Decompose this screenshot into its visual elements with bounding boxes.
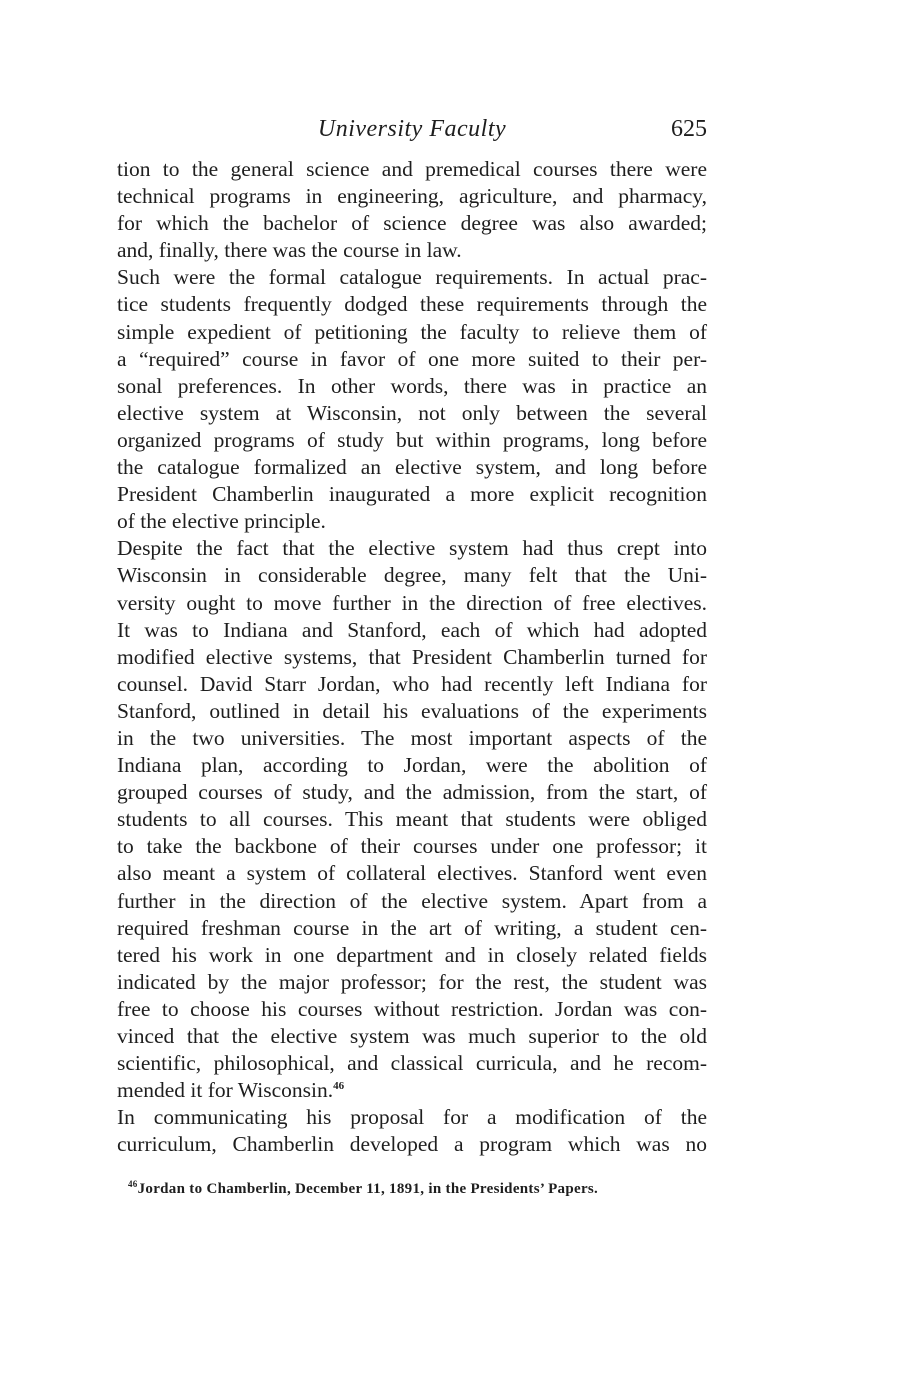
- paragraph: [117, 1104, 707, 1158]
- text-line: also meant a system of collateral electives. Stanford went even: [117, 861, 707, 886]
- text-line: In communicating his proposal for a modification of the: [117, 1105, 707, 1130]
- text-line: modified elective systems, that President Chamberlin turned for: [117, 644, 707, 669]
- text-line: organized programs of study but within programs, long before: [117, 427, 707, 452]
- text-line: technical programs in engineering, agriculture, and pharmacy,: [117, 184, 707, 209]
- text-line: versity ought to move further in the direction of free electives.: [117, 590, 707, 615]
- running-head-title: University Faculty: [317, 116, 507, 142]
- paragraph: [117, 156, 707, 264]
- text-line: indicated by the major professor; for the rest, the student was: [117, 969, 707, 994]
- text-line: tion to the general science and premedical courses there were: [117, 157, 707, 181]
- text-line: Such were the formal catalogue requirements. In actual prac-: [117, 265, 707, 290]
- paragraph: [117, 264, 707, 535]
- text-line: the catalogue formalized an elective system, and long before: [117, 455, 707, 480]
- text-line: simple expedient of petitioning the faculty to relieve them of: [117, 319, 707, 344]
- text-line: grouped courses of study, and the admission, from the start, of: [117, 780, 707, 805]
- text-line: for which the bachelor of science degree was also awarded;: [117, 211, 707, 236]
- text-line: in the two universities. The most important aspects of the: [117, 725, 707, 750]
- footnote-marker: 46: [128, 1179, 138, 1189]
- body-text: [117, 156, 707, 1158]
- text-line: Indiana plan, according to Jordan, were the abolition of: [117, 753, 707, 778]
- text-line: scientific, philosophical, and classical curricula, and he recom-: [117, 1051, 707, 1076]
- text-line: elective system at Wisconsin, not only between the several: [117, 400, 707, 425]
- text-line: further in the direction of the elective system. Apart from a: [117, 888, 707, 913]
- footnote: [128, 1181, 598, 1198]
- text-line: of the elective principle.: [117, 509, 326, 534]
- text-line: students to all courses. This meant that students were obliged: [117, 807, 707, 832]
- page-number: 625: [671, 116, 707, 142]
- text-line: Despite the fact that the elective system had thus crept into: [117, 536, 707, 561]
- text-line: Wisconsin in considerable degree, many felt that the Uni-: [117, 563, 707, 588]
- text-line: tice students frequently dodged these requirements through the: [117, 292, 707, 317]
- text-line: to take the backbone of their courses under one professor; it: [117, 834, 707, 859]
- text-line: mended it for Wisconsin.: [117, 1078, 334, 1103]
- text-line: sonal preferences. In other words, there was in practice an: [117, 373, 707, 398]
- text-line: curriculum, Chamberlin developed a program which was no: [117, 1132, 707, 1157]
- text-line: a “required” course in favor of one more suited to their per-: [117, 346, 707, 371]
- text-line: President Chamberlin inaugurated a more explicit recognition: [117, 482, 707, 507]
- text-line: It was to Indiana and Stanford, each of which had adopted: [117, 617, 707, 642]
- footnote-text: Jordan to Chamberlin, December 11, 1891, in the Presidents’ Papers.: [137, 1181, 599, 1197]
- paragraph: [117, 535, 707, 1104]
- footnote-reference: 46: [333, 1080, 345, 1093]
- text-line: vinced that the elective system was much superior to the old: [117, 1024, 707, 1048]
- text-line: Stanford, outlined in detail his evaluations of the experiments: [117, 698, 707, 723]
- text-line: and, finally, there was the course in law.: [117, 238, 462, 263]
- text-line-with-footnote: [117, 1077, 707, 1104]
- text-line: required freshman course in the art of writing, a student cen-: [117, 915, 707, 940]
- running-head: [117, 108, 707, 156]
- text-line: free to choose his courses without restriction. Jordan was con-: [117, 996, 707, 1021]
- text-line: counsel. David Starr Jordan, who had recently left Indiana for: [117, 671, 707, 696]
- page: [117, 108, 707, 1158]
- text-line: tered his work in one department and in closely related fields: [117, 942, 707, 967]
